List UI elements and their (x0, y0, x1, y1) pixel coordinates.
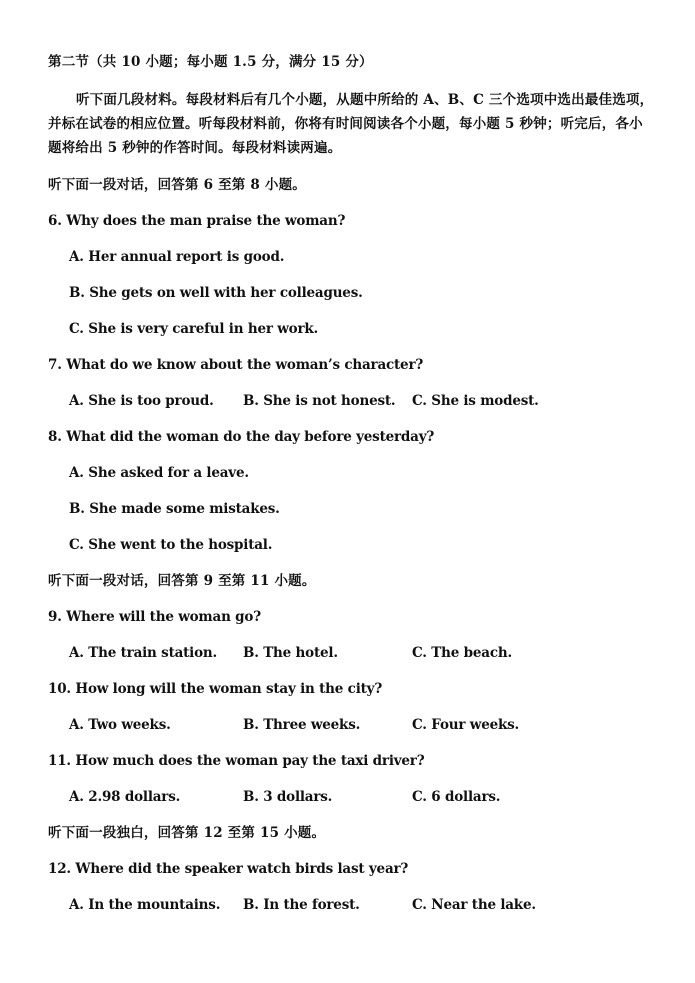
option-b: B. She made some mistakes. (69, 501, 280, 517)
question-stem: 9. Where will the woman go? (48, 609, 261, 625)
option-c: C. She went to the hospital. (69, 537, 273, 553)
group-label: 听下面一段对话，回答第 9 至第 11 小题。 (48, 573, 316, 589)
option-a: A. She asked for a leave. (69, 465, 249, 481)
question-stem: 11. How much does the woman pay the taxi driver? (48, 753, 425, 769)
option-c: C. She is very careful in her work. (69, 321, 319, 337)
instructions-line-1: 听下面几段材料。每段材料后有几个小题，从题中所给的 A、B、C 三个选项中选出最佳选项， (76, 92, 654, 108)
option-a: A. Her annual report is good. (69, 249, 285, 265)
option-b: B. Three weeks. (243, 717, 361, 733)
option-b: B. She is not honest. (243, 393, 396, 409)
option-a: A. The train station. (69, 645, 218, 661)
group-label: 听下面一段对话，回答第 6 至第 8 小题。 (48, 177, 306, 193)
section-heading: 第二节（共 10 小题；每小题 1.5 分，满分 15 分） (48, 54, 373, 70)
instructions-line-2: 并标在试卷的相应位置。听每段材料前，你将有时间阅读各个小题，每小题 5 秒钟；听完后，各小 (48, 116, 643, 132)
question-stem: 12. Where did the speaker watch birds last year? (48, 861, 409, 877)
option-a: A. Two weeks. (69, 717, 171, 733)
option-b: B. In the forest. (243, 897, 360, 913)
option-b: B. The hotel. (243, 645, 338, 661)
question-stem: 8. What did the woman do the day before yesterday? (48, 429, 435, 445)
question-stem: 10. How long will the woman stay in the city? (48, 681, 383, 697)
option-c: C. The beach. (412, 645, 512, 661)
instructions-line-3: 题将给出 5 秒钟的作答时间。每段材料读两遍。 (48, 140, 342, 156)
question-stem: 6. Why does the man praise the woman? (48, 213, 346, 229)
option-b: B. 3 dollars. (243, 789, 333, 805)
option-b: B. She gets on well with her colleagues. (69, 285, 363, 301)
option-a: A. She is too proud. (69, 393, 214, 409)
option-c: C. 6 dollars. (412, 789, 501, 805)
option-c: C. Four weeks. (412, 717, 520, 733)
question-stem: 7. What do we know about the woman’s character? (48, 357, 424, 373)
option-a: A. In the mountains. (69, 897, 221, 913)
option-a: A. 2.98 dollars. (69, 789, 181, 805)
option-c: C. She is modest. (412, 393, 539, 409)
group-label: 听下面一段独白，回答第 12 至第 15 小题。 (48, 825, 326, 841)
option-c: C. Near the lake. (412, 897, 536, 913)
